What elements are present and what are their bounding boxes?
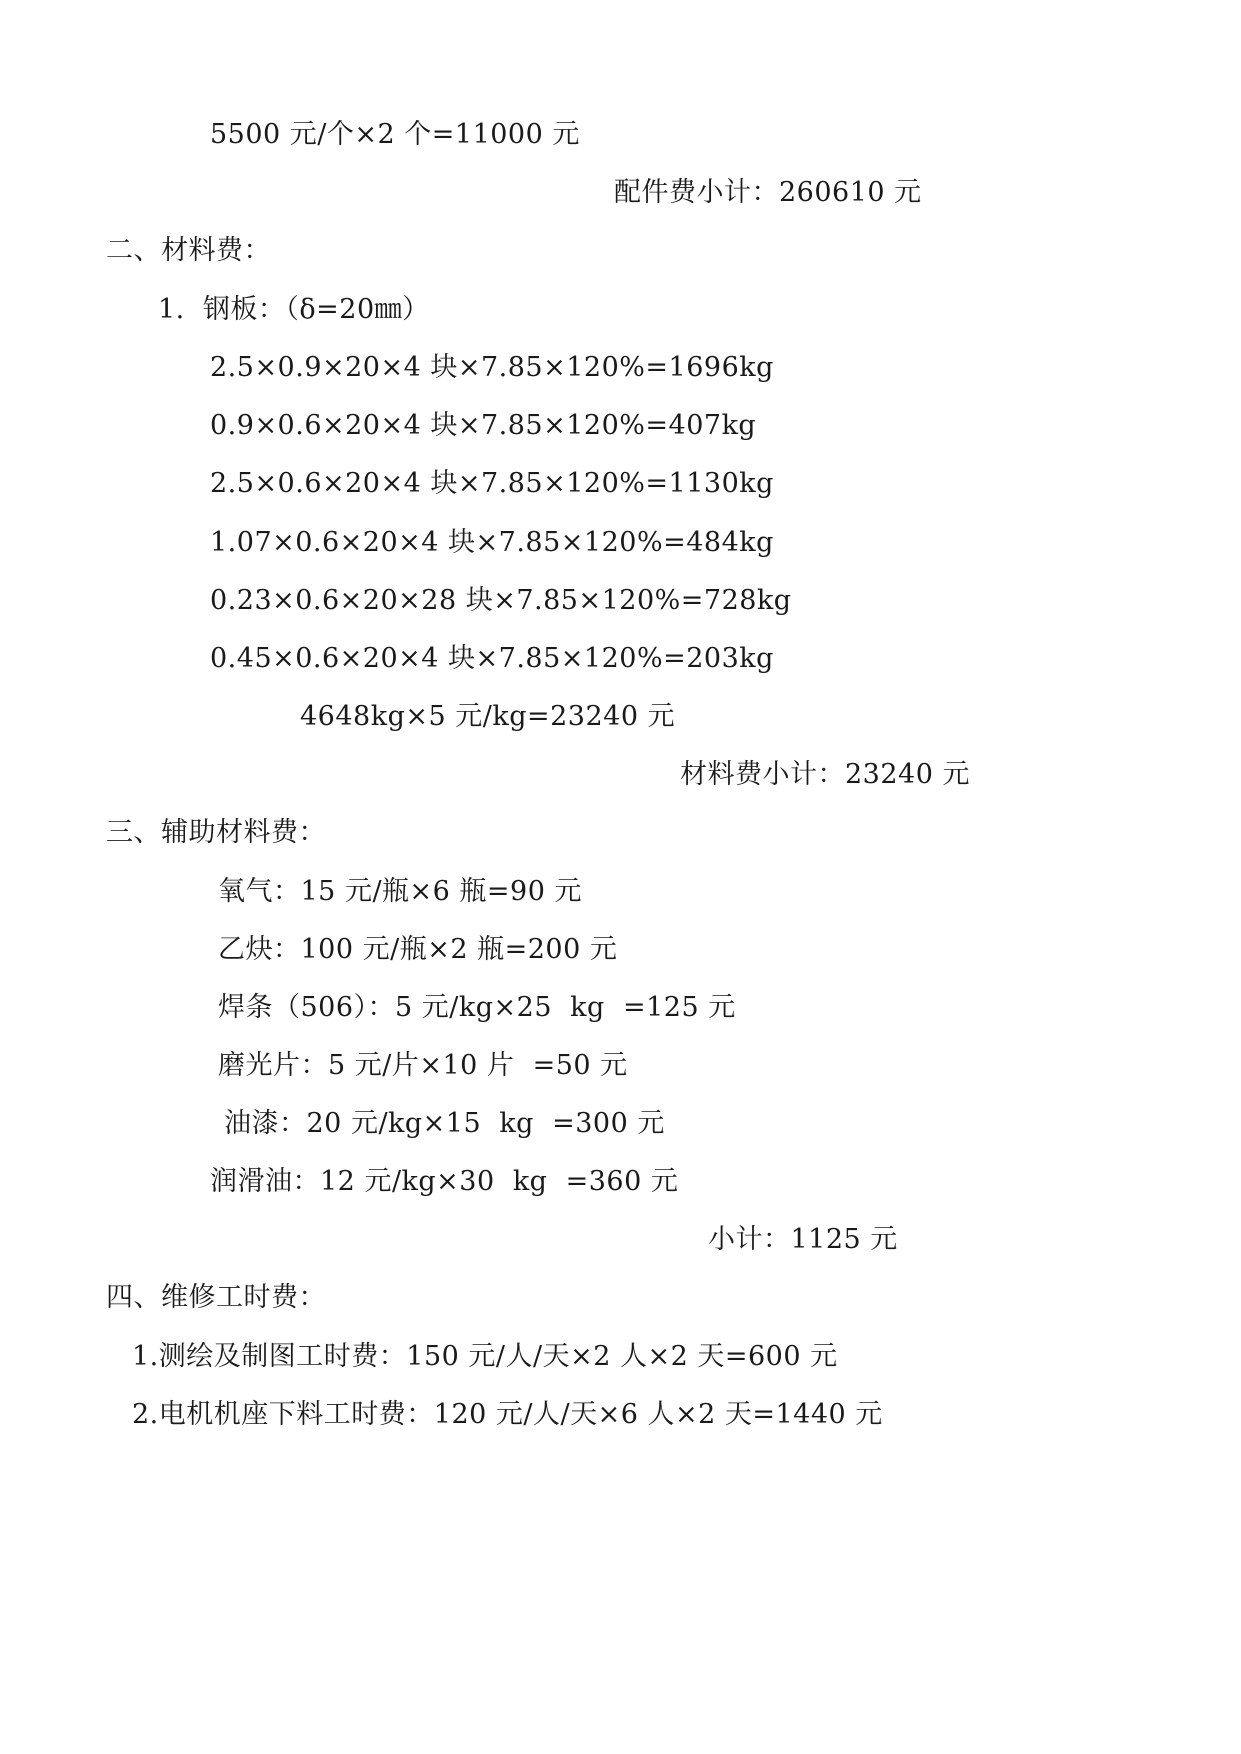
section3-heading: 三、辅助材料费：: [106, 817, 326, 848]
aux-item-welding-rod: 焊条（506）：5 元/kg×25 kg =125 元: [218, 992, 736, 1023]
parts-subtotal: 配件费小计：260610 元: [614, 177, 922, 208]
aux-item-oxygen: 氧气：15 元/瓶×6 瓶=90 元: [218, 876, 582, 907]
steel-calc-line-3: 2.5×0.6×20×4 块×7.85×120%=1130kg: [210, 468, 774, 499]
steel-calc-line-4: 1.07×0.6×20×4 块×7.85×120%=484kg: [210, 527, 774, 558]
parts-calculation-line: 5500 元/个×2 个=11000 元: [210, 119, 580, 150]
material-total-line: 4648kg×5 元/kg=23240 元: [300, 701, 676, 732]
steel-calc-line-5: 0.23×0.6×20×28 块×7.85×120%=728kg: [210, 585, 792, 616]
steel-calc-line-6: 0.45×0.6×20×4 块×7.85×120%=203kg: [210, 643, 774, 674]
aux-item-lubricant: 润滑油：12 元/kg×30 kg =360 元: [210, 1166, 679, 1197]
labor-item-2: 2.电机机座下料工时费：120 元/人/天×6 人×2 天=1440 元: [132, 1399, 883, 1430]
aux-item-grinding-disc: 磨光片：5 元/片×10 片 =50 元: [218, 1050, 628, 1081]
aux-subtotal: 小计：1125 元: [708, 1224, 898, 1255]
section4-heading: 四、维修工时费：: [106, 1282, 326, 1313]
aux-item-paint: 油漆：20 元/kg×15 kg =300 元: [224, 1108, 665, 1139]
steel-plate-label: 1. 钢板：（δ=20㎜）: [158, 294, 430, 325]
section2-heading: 二、材料费：: [106, 235, 271, 266]
material-subtotal: 材料费小计：23240 元: [680, 759, 970, 790]
labor-item-1: 1.测绘及制图工时费：150 元/人/天×2 人×2 天=600 元: [132, 1341, 838, 1372]
aux-item-acetylene: 乙炔：100 元/瓶×2 瓶=200 元: [218, 934, 618, 965]
steel-calc-line-1: 2.5×0.9×20×4 块×7.85×120%=1696kg: [210, 352, 774, 383]
steel-calc-line-2: 0.9×0.6×20×4 块×7.85×120%=407kg: [210, 410, 757, 441]
